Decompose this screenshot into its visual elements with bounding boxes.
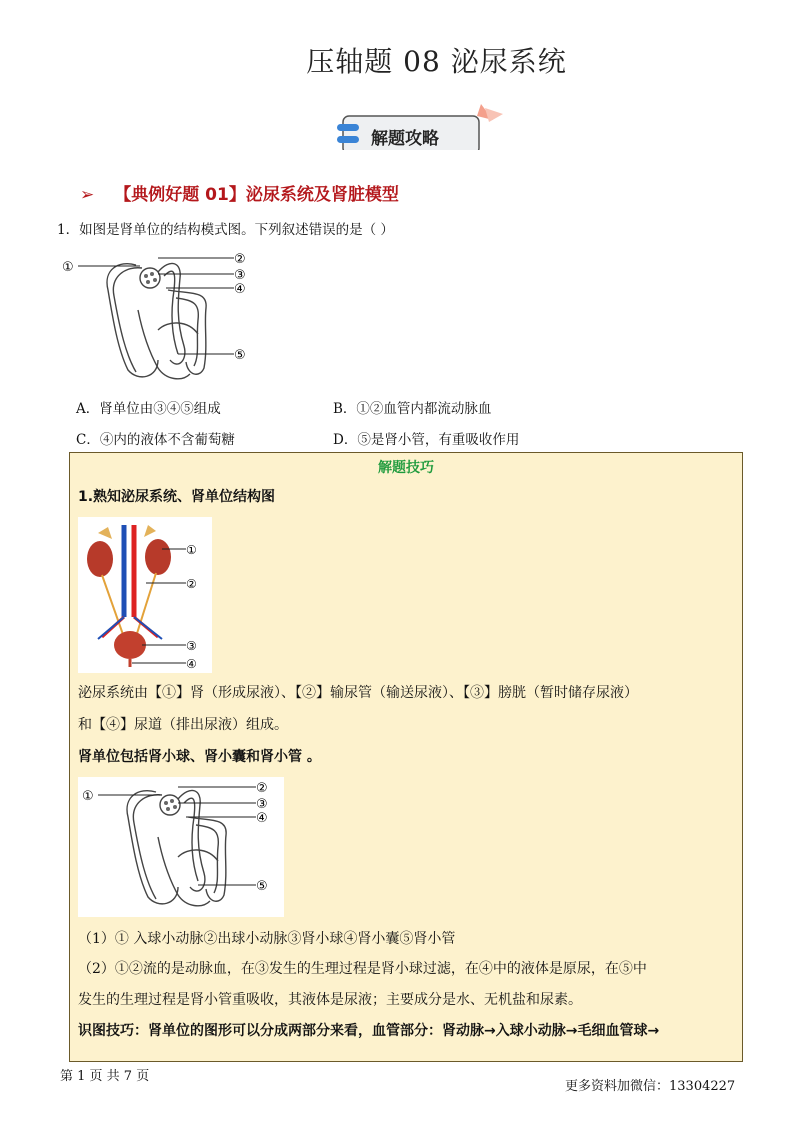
nephron2-label-1: ① [82,789,94,804]
nephron-label-1: ① [62,260,74,275]
nephron2-label-3: ③ [256,797,268,812]
section-badge [333,112,483,158]
example-heading [80,180,399,205]
nephron-diagram [58,250,258,390]
example-heading-text: 【典例好题 01】泌尿系统及肾脏模型 [114,185,399,205]
question-stem: 1．如图是肾单位的结构模式图。下列叙述错误的是（ ） [57,222,394,238]
tips-box [69,452,743,1062]
nephron-label-5: ⑤ [234,348,246,363]
badge-label: 解题攻略 [371,129,439,149]
tips-line-3: 识图技巧：肾单位的图形可以分成两部分来看，血管部分：肾动脉→入球小动脉→毛细血管球→ [78,1023,660,1039]
tips-line-2b: 发生的生理过程是肾小管重吸收，其液体是尿液；主要成分是水、无机盐和尿素。 [78,992,582,1008]
tips-heading-2: 肾单位包括肾小球、肾小囊和肾小管 。 [78,749,321,765]
tips-line-1: （1）① 入球小动脉②出球小动脉③肾小球④肾小囊⑤肾小管 [78,931,456,947]
nephron2-label-5: ⑤ [256,879,268,894]
option-d[interactable]: D．⑤是肾小管，有重吸收作用 [333,432,520,448]
contact-info: 更多资料加微信：13304227 [565,1079,736,1094]
option-c[interactable]: C．④内的液体不含葡萄糖 [76,432,235,448]
arrow-icon: ➢ [80,185,95,205]
system-label-1: ① [186,543,197,557]
tips-title: 解题技巧 [378,460,434,476]
system-label-2: ② [186,577,197,591]
nephron-image [78,777,284,917]
tips-paragraph-1-line-1: 泌尿系统由【①】肾（形成尿液）、【②】输尿管（输送尿液）、【③】膀胱（暂时储存尿液） [78,685,638,701]
nephron-label-2: ② [234,252,246,267]
system-label-4: ④ [186,657,197,671]
page-number: 第 1 页 共 7 页 [60,1069,150,1084]
nephron2-label-2: ② [256,781,268,796]
option-a[interactable]: A．肾单位由③④⑤组成 [76,401,221,417]
urinary-system-image [78,517,212,673]
nephron-label-3: ③ [234,268,246,283]
nephron2-label-4: ④ [256,811,268,826]
system-label-3: ③ [186,639,197,653]
tips-line-2a: （2）①②流的是动脉血，在③发生的生理过程是肾小球过滤，在④中的液体是原尿，在⑤中 [78,961,647,977]
tips-heading-1: 1.熟知泌尿系统、肾单位结构图 [78,489,276,505]
nephron-label-4: ④ [234,282,246,297]
page-title: 压轴题 08 泌尿系统 [306,45,567,78]
tips-paragraph-1-line-2: 和【④】尿道（排出尿液）组成。 [78,717,288,733]
option-b[interactable]: B．①②血管内都流动脉血 [333,401,492,417]
